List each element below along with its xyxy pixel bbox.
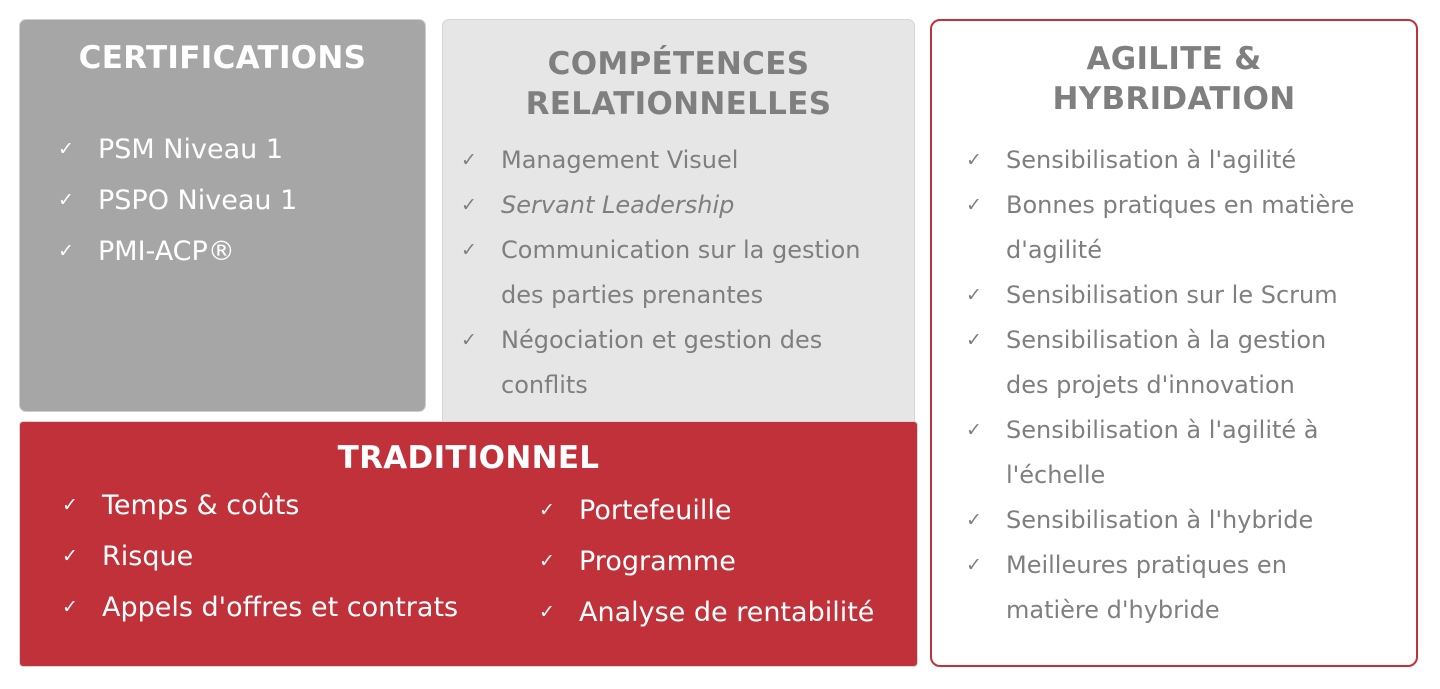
traditionnel-list-right — [539, 485, 909, 638]
list-item-label: Analyse de rentabilité — [579, 597, 875, 628]
list-item-label-cont: l'échelle — [1006, 461, 1106, 489]
list-item-label: Communication sur la gestion — [501, 236, 861, 264]
check-icon: ✓ — [62, 596, 78, 618]
traditionnel-panel — [19, 421, 918, 667]
list-item — [539, 587, 909, 638]
list-item — [461, 183, 901, 228]
check-icon: ✓ — [966, 194, 982, 216]
list-item — [62, 582, 502, 633]
list-item — [461, 228, 901, 318]
check-icon: ✓ — [966, 149, 982, 171]
list-item — [966, 273, 1396, 318]
check-icon: ✓ — [966, 284, 982, 306]
check-icon: ✓ — [539, 550, 555, 572]
list-item-label: Appels d'offres et contrats — [102, 592, 459, 623]
list-item-label-cont: des parties prenantes — [501, 281, 764, 309]
agilite-title-line1: AGILITE & — [1086, 41, 1262, 77]
list-item-label: Meilleures pratiques en — [1006, 551, 1287, 579]
list-item — [58, 175, 418, 226]
list-item-label: Risque — [102, 541, 194, 572]
check-icon: ✓ — [966, 509, 982, 531]
list-item-label: Management Visuel — [501, 146, 739, 174]
list-item — [62, 480, 502, 531]
traditionnel-title: TRADITIONNEL — [337, 440, 600, 476]
list-item — [58, 226, 418, 277]
agilite-panel — [930, 19, 1418, 667]
check-icon: ✓ — [62, 494, 78, 516]
list-item — [966, 318, 1396, 408]
traditionnel-list-left — [62, 480, 502, 633]
check-icon: ✓ — [966, 419, 982, 441]
check-icon: ✓ — [539, 499, 555, 521]
certifications-title: CERTIFICATIONS — [78, 40, 367, 76]
list-item-label: Bonnes pratiques en matière — [1006, 191, 1355, 219]
list-item-label-cont: matière d'hybride — [1006, 596, 1220, 624]
list-item — [966, 183, 1396, 273]
list-item-label-cont: d'agilité — [1006, 236, 1102, 264]
list-item — [966, 498, 1396, 543]
list-item-label: Portefeuille — [579, 495, 732, 526]
certifications-list — [58, 124, 418, 277]
list-item-label: Sensibilisation sur le Scrum — [1006, 281, 1338, 309]
list-item-label: Sensibilisation à l'agilité à — [1006, 416, 1319, 444]
check-icon: ✓ — [461, 194, 477, 216]
competences-panel — [442, 19, 915, 439]
list-item — [58, 124, 418, 175]
certifications-panel — [19, 19, 426, 412]
competences-title-line1: COMPÉTENCES — [547, 46, 810, 82]
list-item-label: Temps & coûts — [102, 490, 300, 521]
list-item-label: Sensibilisation à l'agilité — [1006, 146, 1297, 174]
list-item-label: Sensibilisation à la gestion — [1006, 326, 1327, 354]
list-item-label: PSPO Niveau 1 — [98, 185, 298, 216]
list-item-label-cont: conflits — [501, 371, 588, 399]
list-item-label: Programme — [579, 546, 736, 577]
list-item-label: PSM Niveau 1 — [98, 134, 284, 165]
competences-list — [461, 138, 901, 408]
list-item-label: PMI-ACP® — [98, 236, 235, 267]
check-icon: ✓ — [966, 329, 982, 351]
agilite-title-line2: HYBRIDATION — [1052, 81, 1296, 117]
list-item-label: Sensibilisation à l'hybride — [1006, 506, 1314, 534]
check-icon: ✓ — [966, 554, 982, 576]
check-icon: ✓ — [461, 329, 477, 351]
list-item — [461, 318, 901, 408]
list-item — [539, 536, 909, 587]
list-item — [966, 408, 1396, 498]
check-icon: ✓ — [62, 545, 78, 567]
competences-title — [443, 44, 914, 124]
check-icon: ✓ — [461, 149, 477, 171]
check-icon: ✓ — [461, 239, 477, 261]
check-icon: ✓ — [58, 240, 74, 262]
list-item — [539, 485, 909, 536]
competences-title-line2: RELATIONNELLES — [525, 86, 832, 122]
list-item-label-cont: des projets d'innovation — [1006, 371, 1295, 399]
list-item — [966, 543, 1396, 633]
list-item — [62, 531, 502, 582]
check-icon: ✓ — [58, 189, 74, 211]
list-item-label: Négociation et gestion des — [501, 326, 823, 354]
check-icon: ✓ — [58, 138, 74, 160]
list-item — [461, 138, 901, 183]
list-item-label: Servant Leadership — [501, 191, 735, 219]
agilite-title — [932, 39, 1416, 119]
agilite-list — [966, 138, 1396, 633]
list-item — [966, 138, 1396, 183]
check-icon: ✓ — [539, 601, 555, 623]
